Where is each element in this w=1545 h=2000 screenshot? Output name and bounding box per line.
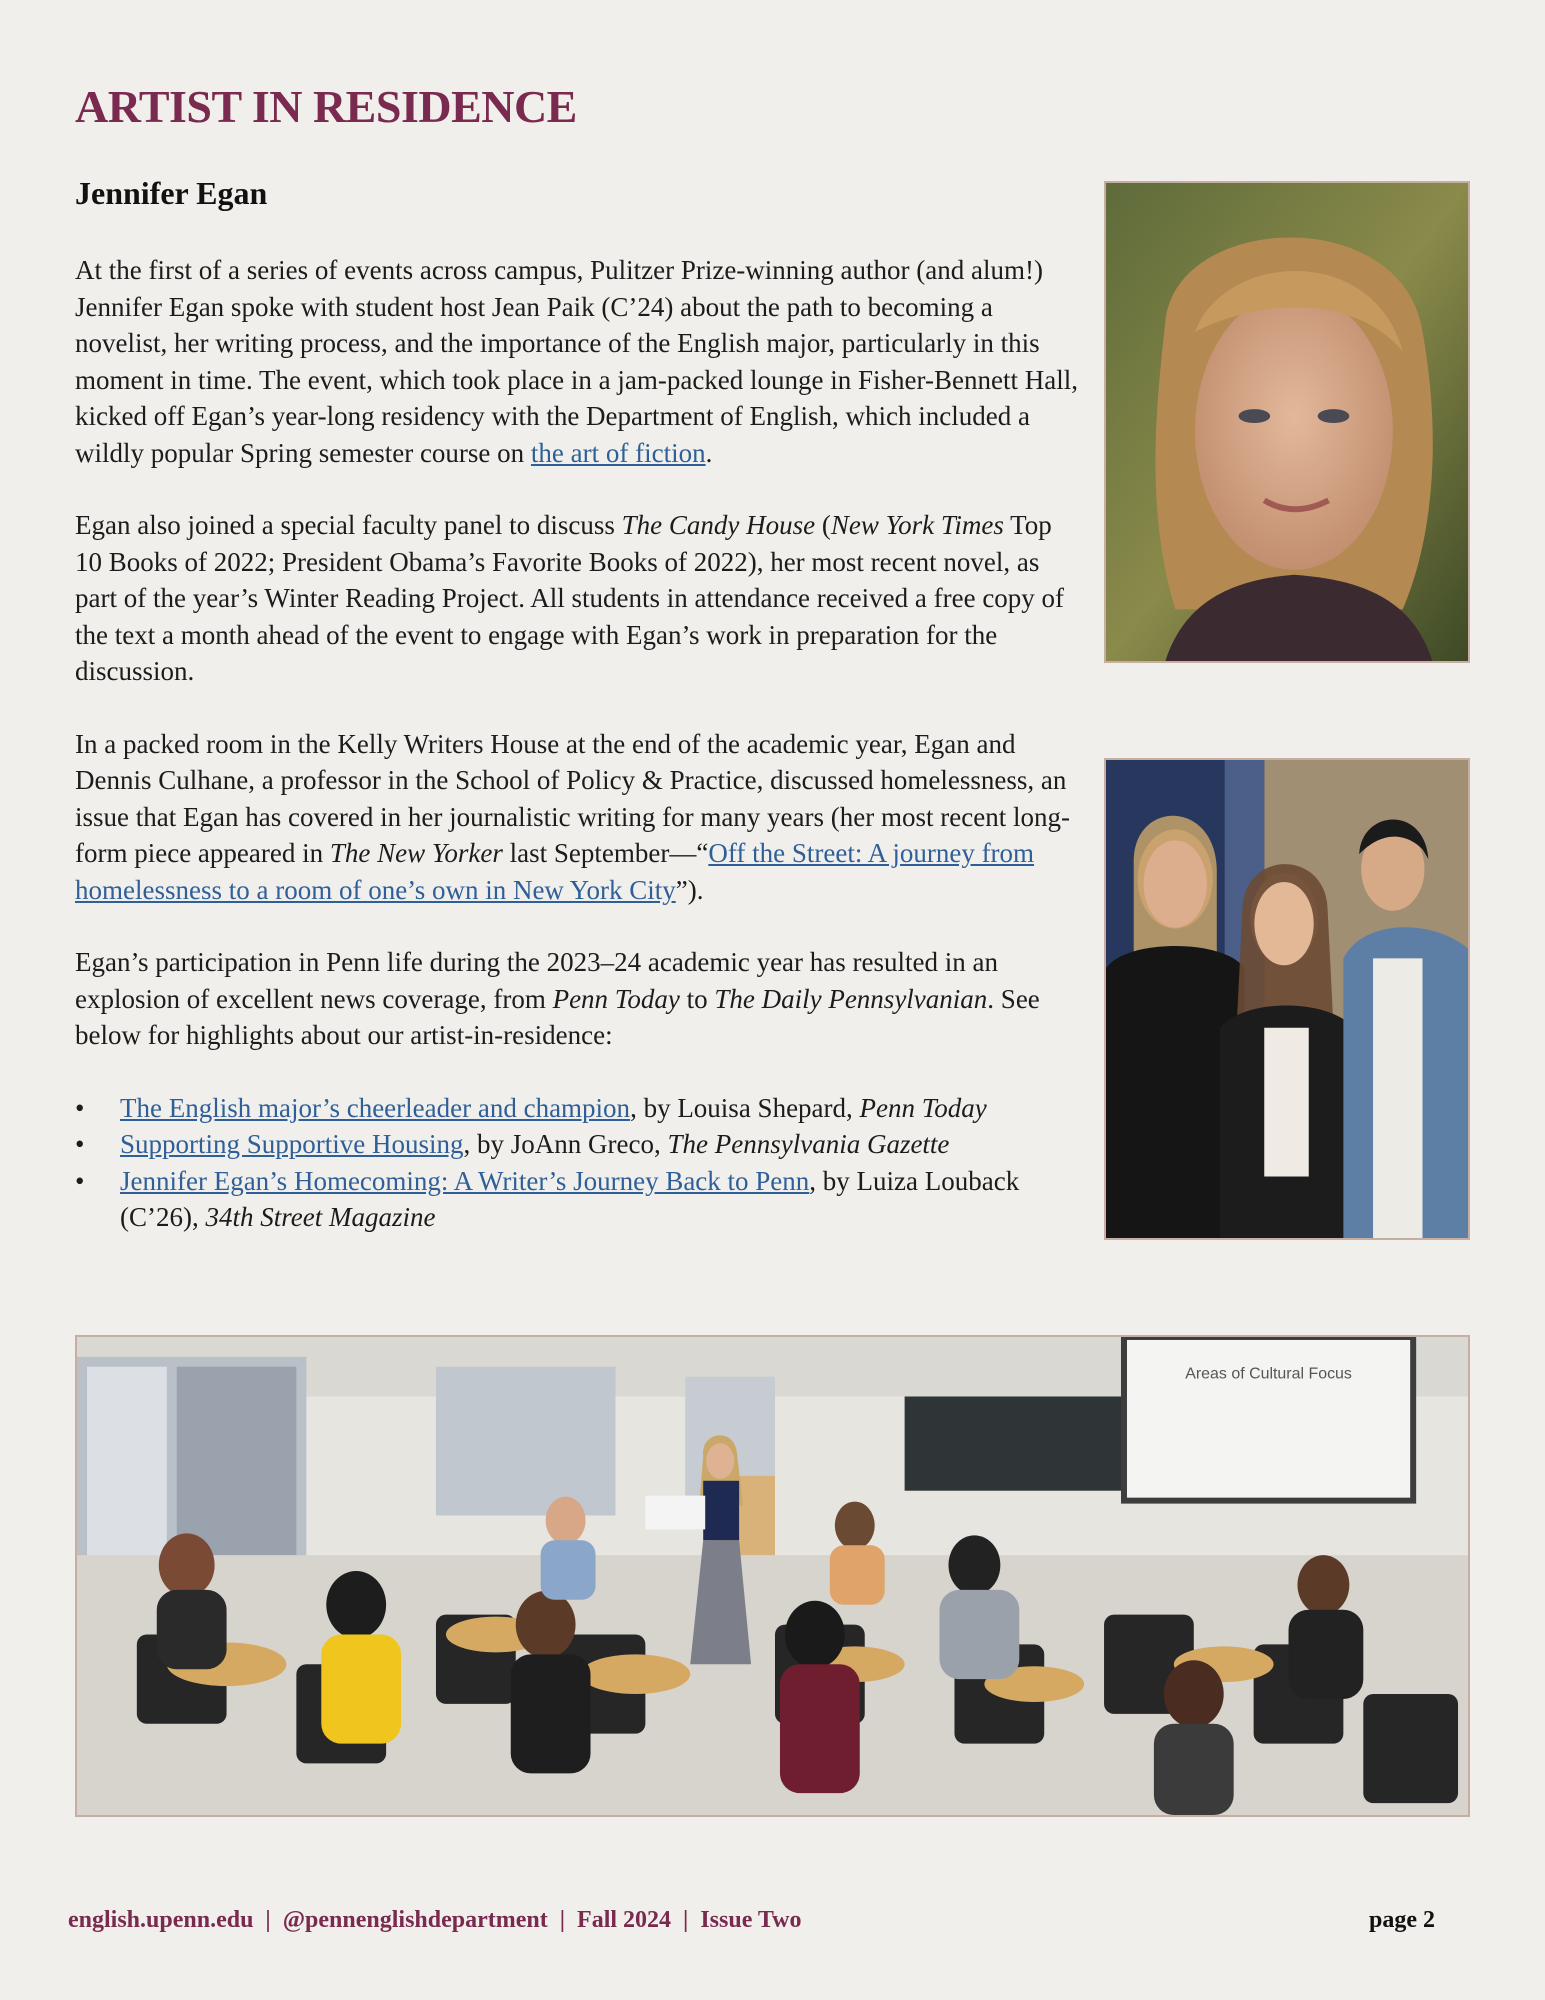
list-item: • Jennifer Egan’s Homecoming: A Writer’s Journey Back to Penn, by Luiza Louback (C’26), 34th Street Magazine — [75, 1163, 1080, 1236]
paragraph-2: Egan also joined a special faculty panel to discuss The Candy House (New York Times Top 10 Books of 2022; President Obama’s Favorite Books of 2022), her most recent novel, as part of the year’s Winter Reading Project. All students in attendance received a free copy of the text a month ahead of the event to engage with Egan’s work in preparation for the discussion. — [75, 510, 1065, 686]
footer-social-handle[interactable]: @pennenglishdepartment — [282, 1907, 548, 1933]
art-of-fiction-link[interactable]: the art of fiction — [530, 437, 706, 468]
footer-separator: | — [559, 1907, 566, 1933]
publication-title: New York Times — [830, 510, 1004, 540]
footer-website[interactable]: english.upenn.edu — [68, 1907, 254, 1933]
list-item: • Supporting Supportive Housing, by JoAnn Greco, The Pennsylvania Gazette — [75, 1126, 1080, 1163]
footer-separator: | — [683, 1907, 689, 1933]
section-title: ARTIST IN RESIDENCE — [75, 81, 577, 132]
highlight-link-penn-today[interactable]: The English major’s cheerleader and champion — [120, 1092, 631, 1123]
footer — [68, 1907, 802, 1934]
paragraph-1: At the first of a series of events across campus, Pulitzer Prize-winning author (and alum!) Jennifer Egan spoke with student host Jean Paik (C’24) about the path to becoming a novelist, her writing process, and the importance of the English major, particularly in this moment in time. The event, which took place in a jam-packed lounge in Fisher-Bennett Hall, kicked off Egan’s year-long residency with the Department of English, which included a wildly popular Spring semester course on the art of fiction. — [75, 255, 1078, 468]
highlight-link-gazette[interactable]: Supporting Supportive Housing — [120, 1129, 464, 1159]
footer-issue: Issue Two — [700, 1907, 802, 1933]
portrait-photo — [1104, 181, 1470, 663]
classroom-photo — [75, 1335, 1470, 1817]
list-item: • The English major’s cheerleader and champion, by Louisa Shepard, Penn Today — [75, 1090, 1080, 1127]
off-the-street-link[interactable]: Off the Street: A journey from homelessness to a room of one’s own in New York City — [75, 838, 1035, 905]
page-number: page 2 — [1369, 1907, 1435, 1933]
publication-title: Penn Today — [552, 983, 680, 1014]
projector-screen-title: Areas of Cultural Focus — [1185, 1365, 1352, 1383]
group-photo — [1104, 758, 1470, 1240]
publication-title: The Daily Pennsylvanian — [714, 983, 988, 1014]
book-title: The Candy House — [621, 510, 816, 540]
paragraph-3: In a packed room in the Kelly Writers House at the end of the academic year, Egan and Dennis Culhane, a professor in the School of Policy & Practice, discussed homelessness, an issue that Egan has covered in her journalistic writing for many years (her most recent long-form piece appeared in The New Yorker last September—“Off the Street: A journey from homelessness to a room of one’s own in New York City”). — [75, 728, 1070, 905]
article-subtitle: Jennifer Egan — [75, 175, 268, 211]
paragraph-4: Egan’s participation in Penn life during the 2023–24 academic year has resulted in an explosion of excellent news coverage, from Penn Today to The Daily Pennsylvanian. See below for highlights about our artist-in-residence: — [75, 947, 1040, 1050]
footer-term: Fall 2024 — [577, 1907, 672, 1933]
highlight-link-34th-street[interactable]: Jennifer Egan’s Homecoming: A Writer’s Journey Back to Penn — [120, 1165, 810, 1196]
footer-separator: | — [265, 1907, 271, 1933]
article-body — [75, 252, 1080, 1236]
publication-title: The New Yorker — [329, 838, 503, 868]
highlights-list — [75, 1090, 1080, 1236]
